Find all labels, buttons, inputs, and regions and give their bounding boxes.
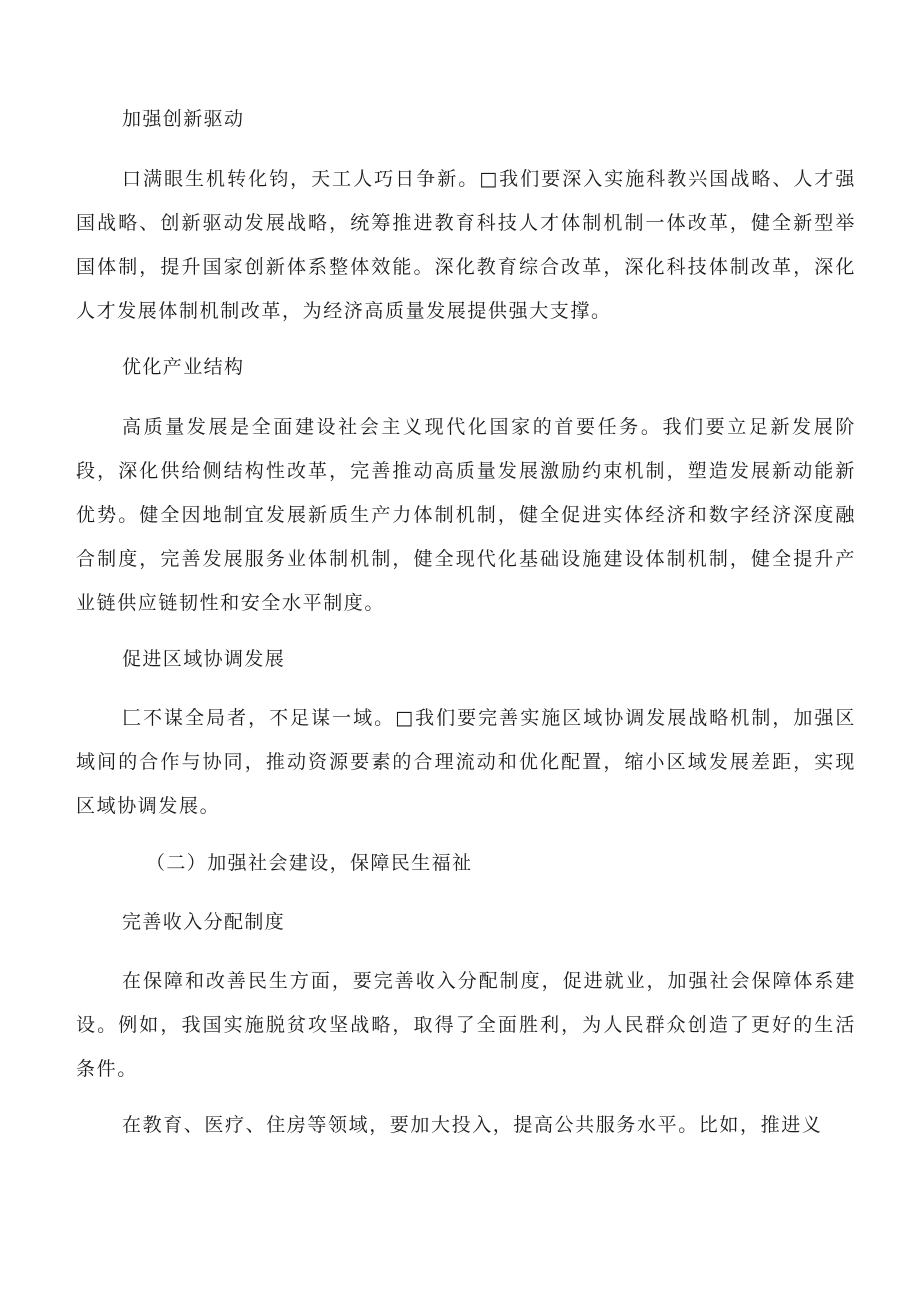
heading-region: 促进区域协调发展 [122,648,286,670]
paragraph-innovation: 口满眼生机转化钧，天工人巧日争新。□我们要深入实施科教兴国战略、人才强国战略、创新驱动发展战略，统筹推进教育科技人才体制机制一体改革，健全新型举国体制，提升国家创新体系整体效能。深化教育综合改革，深化科技体制改革，深化人才发展体制机制改革，为经济高质量发展提供强大支撑。 [76,168,856,322]
paragraph-income: 在保障和改善民生方面，要完善收入分配制度，促进就业，加强社会保障体系建设。例如，我国实施脱贫攻坚战略，取得了全面胜利，为人民群众创造了更好的生活条件。 [76,970,856,1080]
paragraph-services: 在教育、医疗、住房等领域，要加大投入，提高公共服务水平。比如，推进义 [122,1114,823,1136]
paragraph-region: 匚不谋全局者，不足谋一域。□我们要完善实施区域协调发展战略机制，加强区域间的合作与协同，推动资源要素的合理流动和优化配置，缩小区域发展差距，实现区域协调发展。 [76,707,856,817]
heading-innovation: 加强创新驱动 [122,108,245,130]
paragraph-industry: 高质量发展是全面建设社会主义现代化国家的首要任务。我们要立足新发展阶段，深化供给侧结构性改革，完善推动高质量发展激励约束机制，塑造发展新动能新优势。健全因地制宜发展新质生产力体制机制，健全促进实体经济和数字经济深度融合制度，完善发展服务业体制机制，健全现代化基础设施建设体制机制，健全提升产业链供应链韧性和安全水平制度。 [76,416,856,614]
heading-industry: 优化产业结构 [122,356,245,378]
heading-social: （二）加强社会建设，保障民生福祉 [146,852,473,874]
heading-income: 完善收入分配制度 [122,911,286,933]
